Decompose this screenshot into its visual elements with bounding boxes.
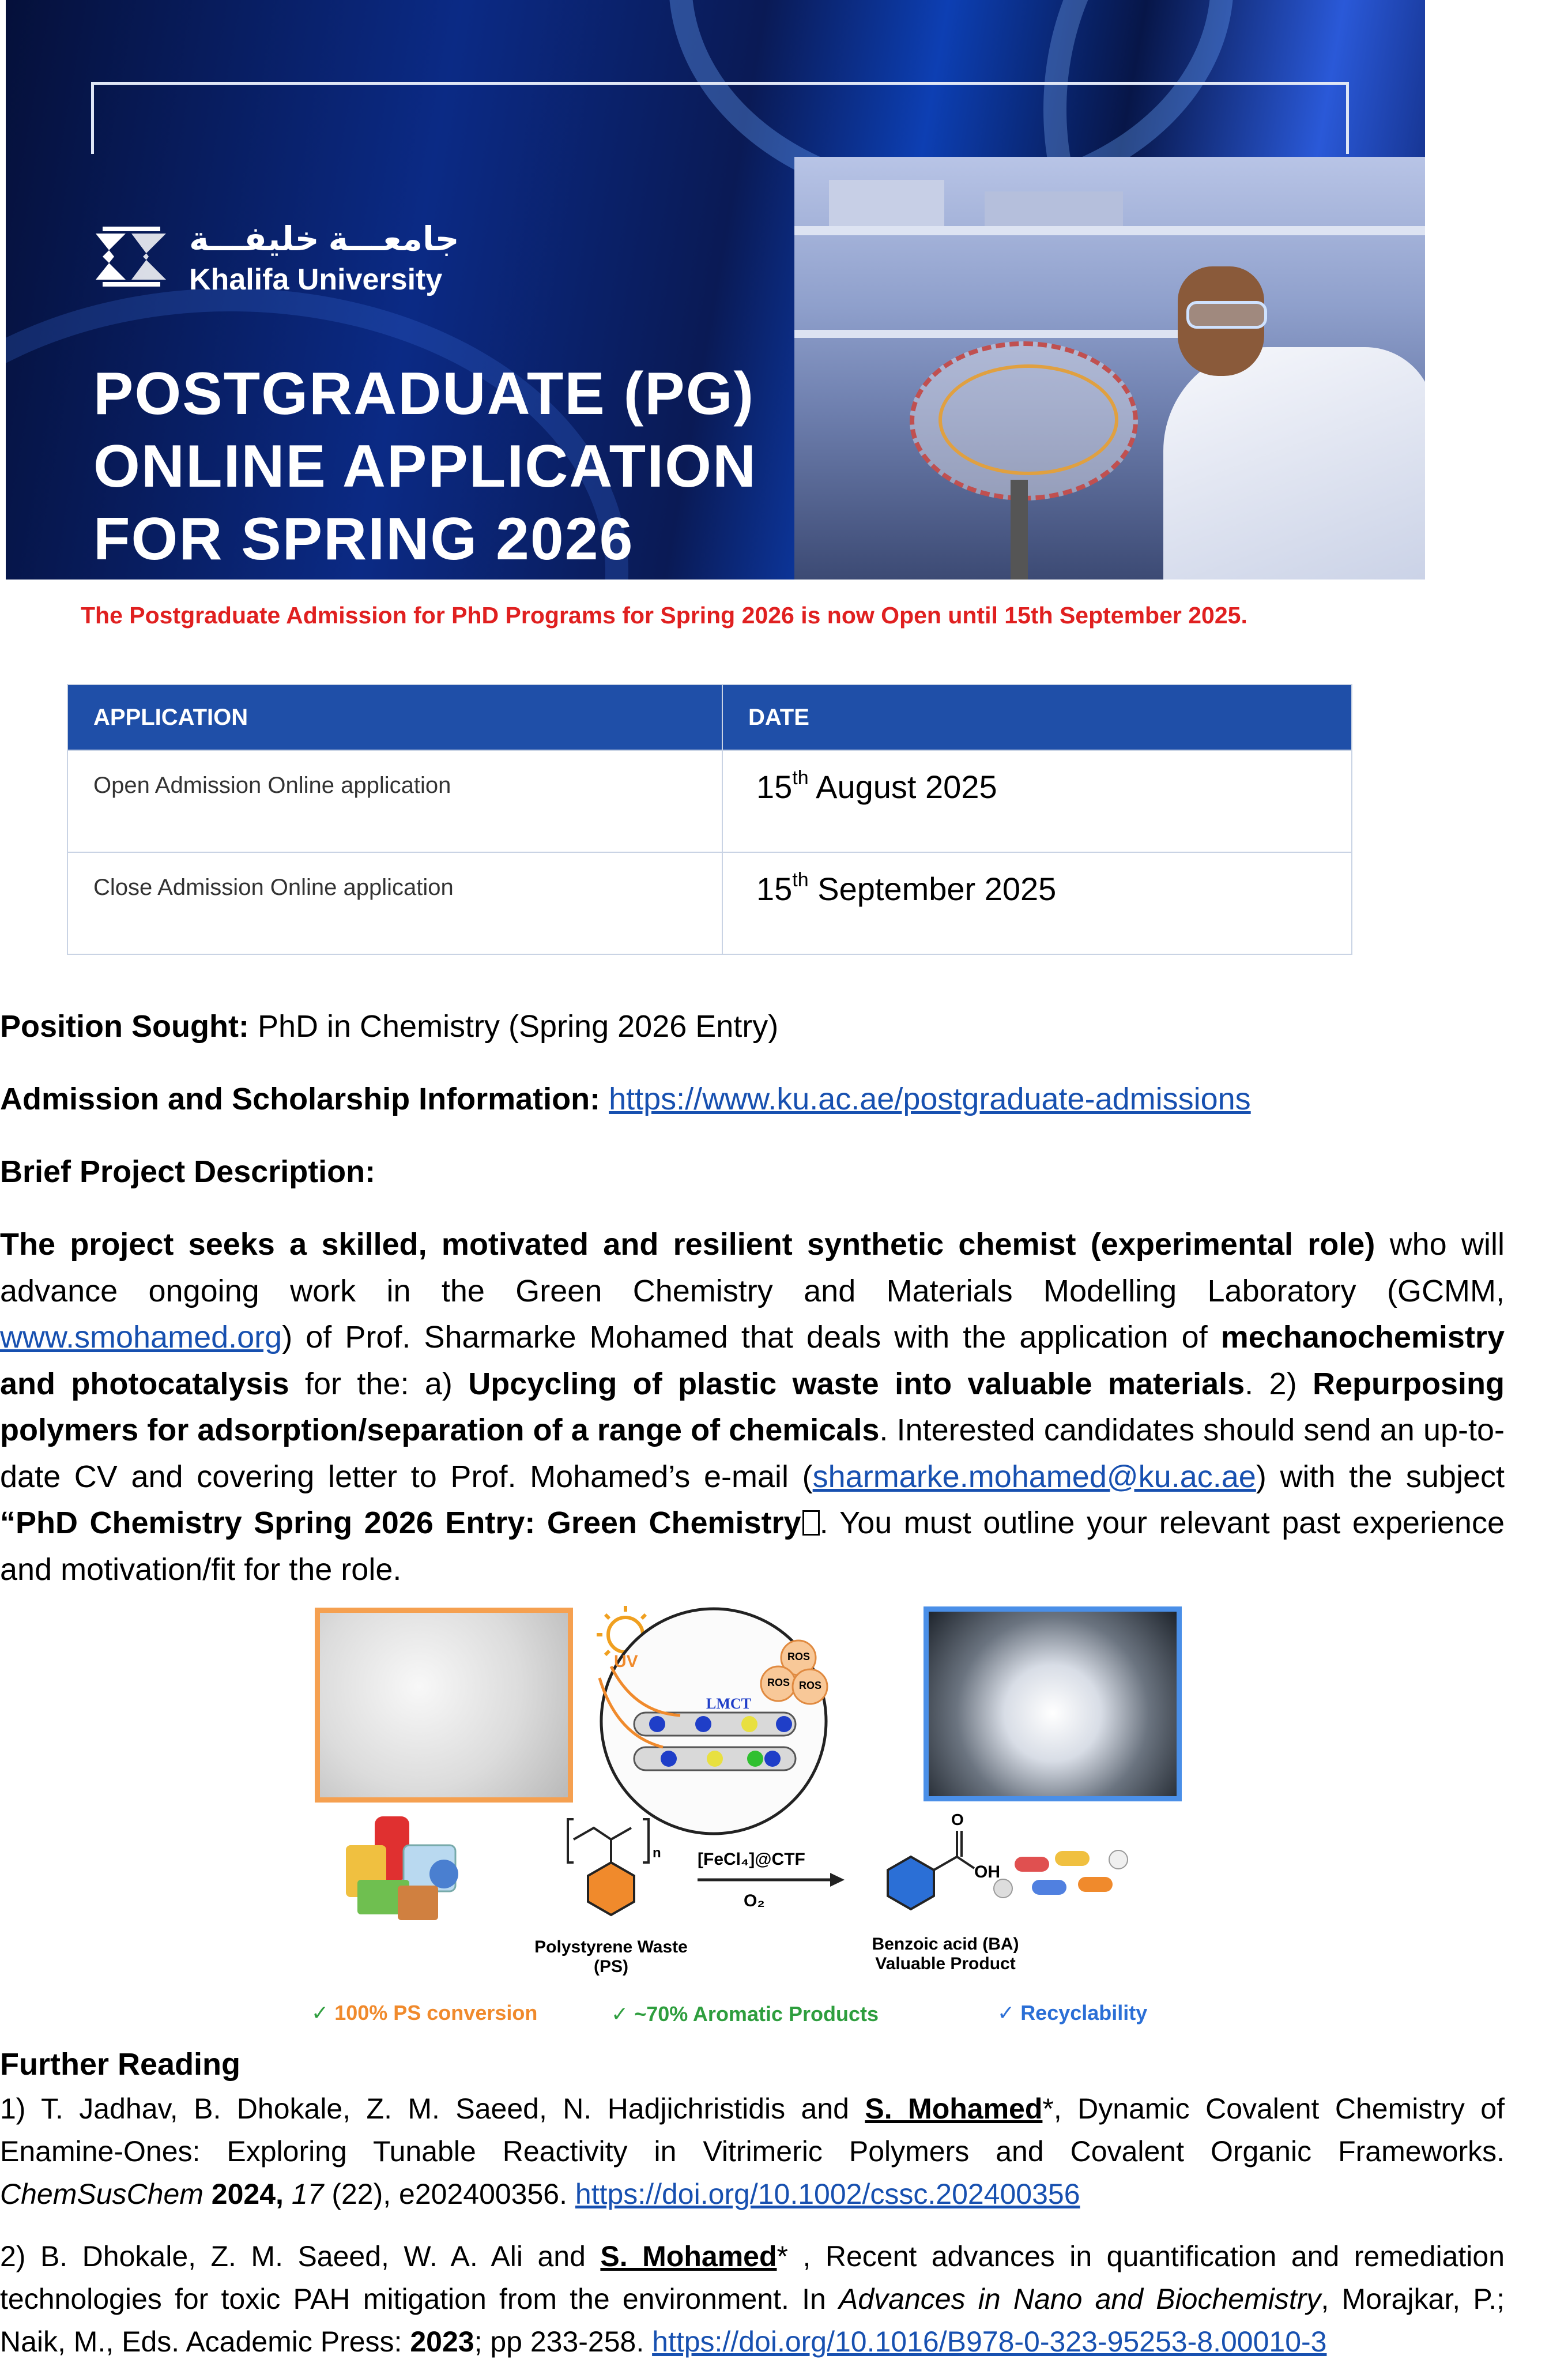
date-cell xyxy=(723,853,1351,908)
reaction-arrow-icon xyxy=(698,1873,845,1887)
reference-2 xyxy=(0,2235,1505,2363)
date-month-year: August 2025 xyxy=(816,769,997,805)
position-sought xyxy=(0,1003,1505,1050)
project-bold-text: “PhD Chemistry Spring 2026 Entry: Green Chemistry xyxy=(0,1506,801,1540)
reference-journal: ChemSusChem xyxy=(0,2178,203,2210)
polystyrene-structure-icon xyxy=(568,1819,649,1915)
admission-dates-table xyxy=(67,684,1352,955)
column-header-application: APPLICATION xyxy=(67,684,722,750)
further-reading-title: Further Reading xyxy=(0,2047,241,2082)
check-icon: ✓ xyxy=(997,2001,1015,2025)
project-text: ) with the subject xyxy=(1256,1459,1505,1494)
banner-title xyxy=(93,358,785,575)
catalyst-label: [FeCl₄]@CTF xyxy=(698,1850,805,1869)
oxygen-label: O₂ xyxy=(744,1891,765,1910)
project-text: . Interested candidates should send an up-to-date CV and covering letter to Prof. Mohamed’s e-mail ( xyxy=(0,1413,1505,1494)
banner-title-line: ONLINE APPLICATION xyxy=(93,433,757,500)
position-label: Position Sought: xyxy=(0,1009,249,1044)
banner-title-line: FOR SPRING 2026 xyxy=(93,506,634,573)
check-icon: ✓ xyxy=(311,2001,329,2025)
lab-equipment xyxy=(829,180,944,226)
benzoic-acid-structure-icon xyxy=(888,1831,974,1909)
application-cell: Open Admission Online application xyxy=(93,773,451,798)
admission-notice: The Postgraduate Admission for PhD Programs for Spring 2026 is now Open until 15th September 2025. xyxy=(81,602,1247,629)
project-bold-text: Upcycling of plastic waste into valuable materials xyxy=(468,1366,1245,1401)
lab-researcher-photo xyxy=(794,157,1425,580)
reference-1 xyxy=(0,2087,1505,2215)
reference-doi-link[interactable]: https://doi.org/10.1002/cssc.202400356 xyxy=(575,2178,1080,2210)
polymer-n-label: n xyxy=(653,1845,661,1861)
reference-text: * , Recent advances in quantification and remediation technologies for toxic PAH mitigation from the environment. In xyxy=(0,2240,1505,2315)
reference-year: 2023 xyxy=(410,2326,474,2358)
date-cell xyxy=(723,751,1351,806)
table-row xyxy=(67,852,1352,954)
banner-title-line: POSTGRADUATE (PG) xyxy=(93,360,755,427)
feature-aromatics-text: ~70% Aromatic Products xyxy=(634,2002,879,2026)
ros-label: ROS xyxy=(787,1651,811,1662)
reference-text: 2) B. Dhokale, Z. M. Saeed, W. A. Ali and xyxy=(0,2240,601,2272)
ros-label: ROS xyxy=(799,1680,822,1691)
column-header-date: DATE xyxy=(722,684,1352,750)
project-bold-text: mechanochemistry and photocatalysis xyxy=(0,1320,1505,1401)
project-text: who will advance ongoing work in the Green Chemistry and Materials Modelling Laboratory (GCMM, xyxy=(0,1227,1505,1308)
ba-label-line: Valuable Product xyxy=(875,1954,1016,1973)
lab-shelf xyxy=(794,226,1425,235)
reference-volume: 17 xyxy=(283,2178,324,2210)
reaction-scheme-figure xyxy=(311,1603,1188,2035)
reference-author: S. Mohamed xyxy=(865,2093,1043,2125)
feature-recyclability xyxy=(997,2001,1147,2025)
lmct-label: LMCT xyxy=(706,1695,751,1712)
reference-text: , Morajkar, P.; Naik, M., Eds. Academic Press: xyxy=(0,2283,1505,2358)
brief-heading xyxy=(0,1149,1505,1195)
project-text: ) of Prof. Sharmarke Mohamed that deals with the application of xyxy=(282,1320,1221,1354)
project-text: . 2) xyxy=(1245,1366,1313,1401)
carbonyl-o-label: O xyxy=(951,1811,964,1828)
ps-label-line: (PS) xyxy=(594,1957,628,1976)
project-text: . You must outline your relevant past experience and motivation/fit for the role. xyxy=(0,1506,1505,1587)
email-link[interactable]: sharmarke.mohamed@ku.ac.ae xyxy=(812,1459,1256,1494)
project-bold-intro: The project seeks a skilled, motivated and resilient synthetic chemist (experimental role) xyxy=(0,1227,1375,1262)
application-cell: Close Admission Online application xyxy=(93,875,454,900)
check-icon: ✓ xyxy=(611,2002,629,2026)
admission-info xyxy=(0,1076,1505,1123)
reference-doi-link[interactable]: https://doi.org/10.1016/B978-0-323-95253-8.00010-3 xyxy=(652,2326,1327,2358)
date-day: 15 xyxy=(756,769,793,805)
ps-label-line: Polystyrene Waste xyxy=(534,1937,688,1956)
reference-text: (22), e202400356. xyxy=(323,2178,575,2210)
hydroxyl-label: OH xyxy=(974,1862,1000,1882)
date-day: 15 xyxy=(756,871,793,907)
project-description xyxy=(0,1221,1505,1593)
lab-website-link[interactable]: www.smohamed.org xyxy=(0,1320,282,1354)
further-reading-heading xyxy=(0,2041,1505,2088)
lab-equipment xyxy=(985,191,1123,226)
banner-frame xyxy=(91,82,1349,154)
reference-author: S. Mohamed xyxy=(600,2240,777,2272)
rig-stand xyxy=(1011,480,1028,580)
date-suffix: th xyxy=(792,869,809,891)
brief-heading-text: Brief Project Description: xyxy=(0,1154,376,1189)
logo-university-name: Khalifa University xyxy=(189,263,443,296)
ba-label xyxy=(830,1935,1061,1974)
date-month-year: September 2025 xyxy=(817,871,1057,907)
experimental-rig-ring xyxy=(938,364,1118,475)
reference-year: 2024, xyxy=(203,2178,284,2210)
ps-label xyxy=(502,1937,721,1977)
lab-shelf xyxy=(794,330,1198,338)
project-bold-text: Repurposing polymers for adsorption/separation of a range of chemicals xyxy=(0,1366,1505,1447)
feature-conversion xyxy=(311,2001,537,2025)
missing-glyph-icon xyxy=(802,1510,820,1536)
ba-label-line: Benzoic acid (BA) xyxy=(872,1935,1019,1954)
feature-aromatics xyxy=(611,2002,879,2026)
reference-book: Advances in Nano and Biochemistry xyxy=(839,2283,1321,2315)
logo-arabic-text: جامعـــة خليفـــة xyxy=(189,220,459,258)
reference-text: ; pp 233-258. xyxy=(474,2326,653,2358)
header-banner xyxy=(6,0,1425,580)
date-suffix: th xyxy=(792,767,809,789)
project-text: for the: a) xyxy=(289,1366,469,1401)
admission-label: Admission and Scholarship Information: xyxy=(0,1082,601,1116)
plastic-waste-pile-icon xyxy=(346,1816,458,1920)
table-row xyxy=(67,750,1352,852)
reference-text: 1) T. Jadhav, B. Dhokale, Z. M. Saeed, N. Hadjichristidis and xyxy=(0,2093,865,2125)
feature-conversion-text: 100% PS conversion xyxy=(334,2001,538,2025)
reference-text: *, Dynamic Covalent Chemistry of Enamine-Ones: Exploring Tunable Reactivity in Vitrimeric Polymers and Covalent Organic Frameworks. xyxy=(0,2093,1505,2168)
uv-label: UV xyxy=(614,1652,638,1671)
feature-recyclability-text: Recyclability xyxy=(1020,2001,1148,2025)
safety-goggles xyxy=(1186,301,1267,329)
admission-link[interactable]: https://www.ku.ac.ae/postgraduate-admissions xyxy=(609,1082,1251,1116)
researcher-lab-coat xyxy=(1163,347,1425,580)
ros-label: ROS xyxy=(767,1677,790,1688)
pharmaceutical-pills-icon xyxy=(994,1850,1128,1898)
position-value: PhD in Chemistry (Spring 2026 Entry) xyxy=(257,1009,779,1044)
